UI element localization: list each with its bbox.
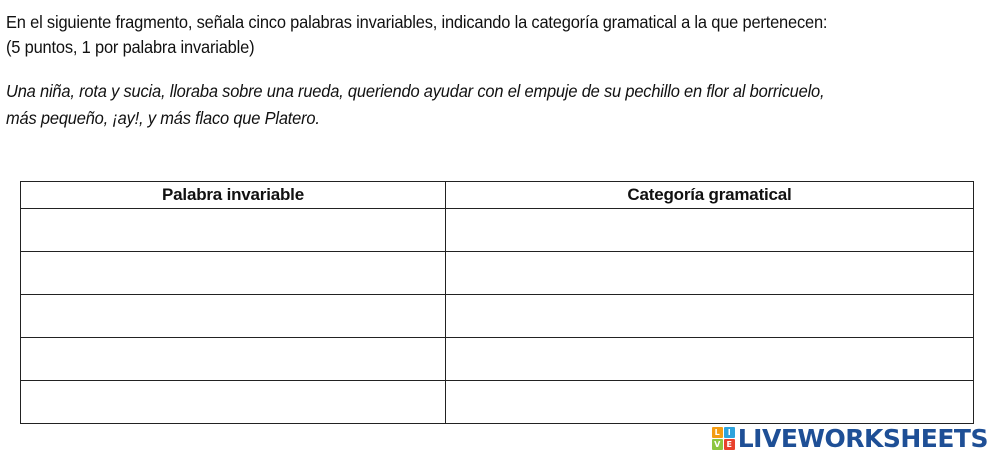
- answer-table: [20, 181, 974, 424]
- table-row: [21, 295, 974, 338]
- table-row: [21, 381, 974, 424]
- answer-cell-category-2[interactable]: [446, 252, 974, 295]
- literary-fragment: [6, 78, 988, 132]
- table-row: [21, 209, 974, 252]
- answer-cell-category-5[interactable]: [446, 381, 974, 424]
- answer-cell-category-3[interactable]: [446, 295, 974, 338]
- brand-wordmark: LIVEWORKSHEETS: [737, 423, 988, 453]
- table-row: [21, 252, 974, 295]
- answer-cell-word-4[interactable]: [21, 338, 446, 381]
- header-categoria-gramatical: Categoría gramatical: [446, 182, 974, 209]
- table-row: [21, 338, 974, 381]
- instructions: [6, 10, 988, 60]
- fragment-line-2: más pequeño, ¡ay!, y más flaco que Platero.: [6, 108, 320, 128]
- instructions-line-2: (5 puntos, 1 por palabra invariable): [6, 37, 255, 57]
- instructions-line-1: En el siguiente fragmento, señala cinco palabras invariables, indicando la categoría gramatical a la que pertenecen:: [6, 12, 828, 32]
- liveworksheets-brand[interactable]: [712, 423, 988, 453]
- answer-cell-word-2[interactable]: [21, 252, 446, 295]
- fragment-line-1: Una niña, rota y sucia, lloraba sobre una rueda, queriendo ayudar con el empuje de su pechillo en flor al borricuelo,: [6, 81, 825, 101]
- answer-cell-word-5[interactable]: [21, 381, 446, 424]
- answer-cell-category-1[interactable]: [446, 209, 974, 252]
- table-header-row: [21, 182, 974, 209]
- answer-cell-category-4[interactable]: [446, 338, 974, 381]
- logo-letter-e: E: [724, 439, 735, 450]
- logo-letter-l: L: [712, 427, 723, 438]
- answer-cell-word-3[interactable]: [21, 295, 446, 338]
- logo-letter-i: I: [724, 427, 735, 438]
- logo-letter-v: V: [712, 439, 723, 450]
- answer-cell-word-1[interactable]: [21, 209, 446, 252]
- liveworksheets-logo-icon: [712, 427, 735, 450]
- header-palabra-invariable: Palabra invariable: [21, 182, 446, 209]
